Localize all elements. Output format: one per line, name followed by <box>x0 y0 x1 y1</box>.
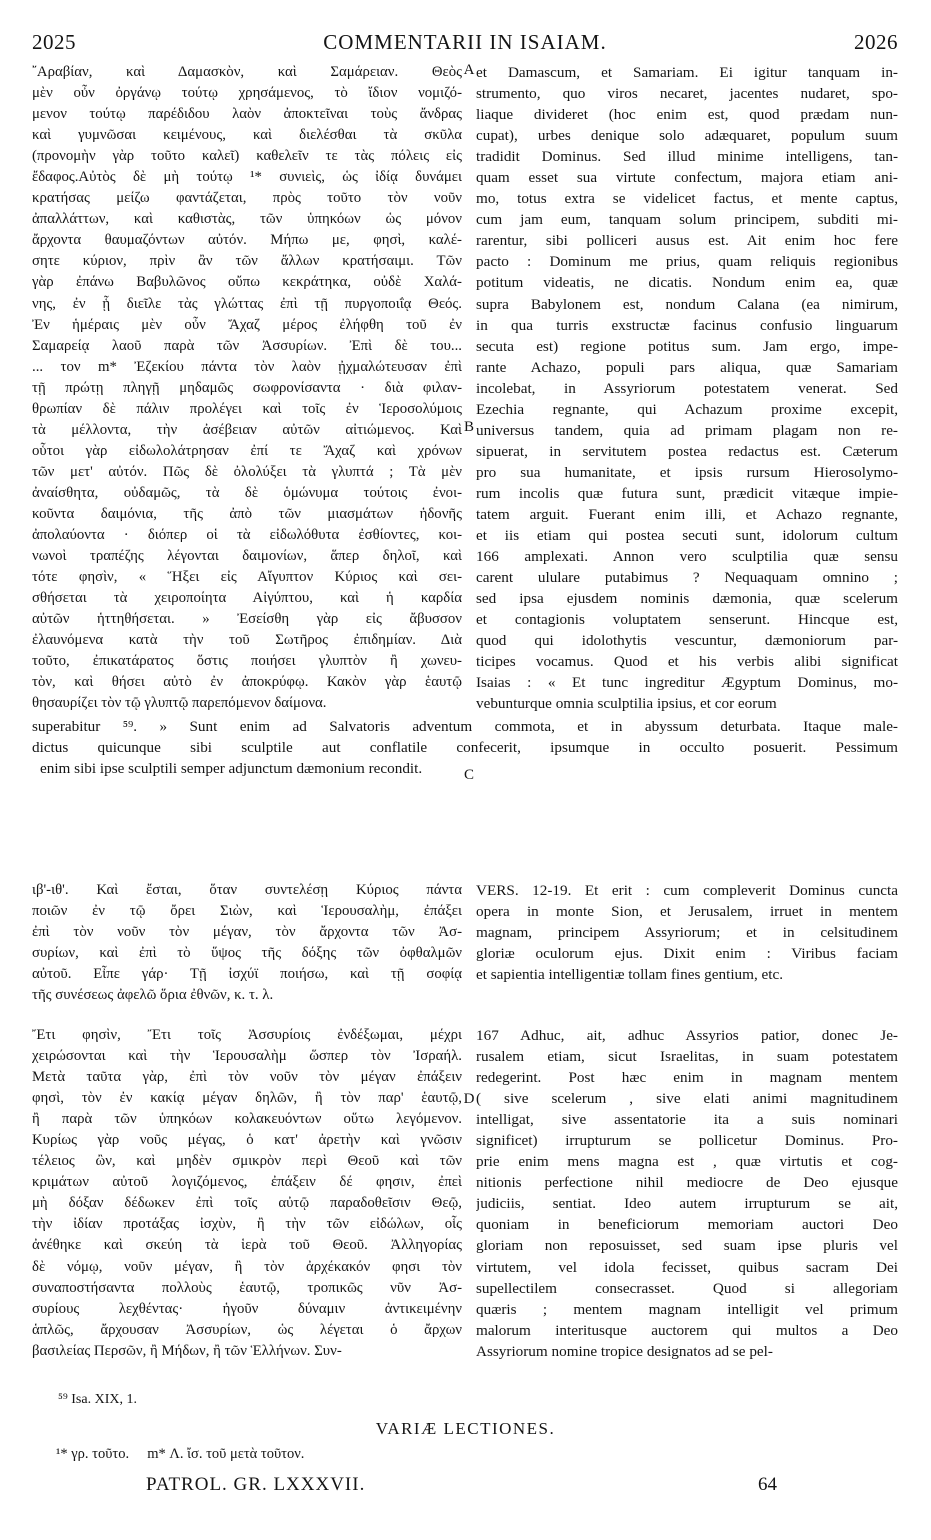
page-number-left: 2025 <box>32 30 76 54</box>
latin-text-line: in qua turris exstructæ facinus confusio linguarum <box>476 316 898 334</box>
latin-text-line: rante Achazo, populi pars aliqua, quæ Samariam <box>476 358 898 376</box>
variae-lectiones-line: ¹* γρ. τοῦτο. m* Λ. ἴσ. τοῦ μετὰ τοῦτον. <box>56 1446 305 1462</box>
latin-text-line: judiciis, sentiat. Ideo autem irrupturum se ait, <box>476 1195 898 1213</box>
latin-text-line: virtutem, vel idola fecisset, quibus sacram Dei <box>476 1258 898 1276</box>
latin-text-line: potitum videatis, ne dicatis. Nondum enim ea, quæ <box>476 274 898 292</box>
latin-text-line: intelligat, sive assentatorie ita a suis nominari <box>476 1111 898 1129</box>
greek-text-line: τέλειος ὢν, καὶ μηδὲν σμικρὸν περὶ Θεοῦ καὶ τῶν <box>32 1153 462 1170</box>
verse-greek-line: ποιῶν ἐν τῷ ὄρει Σιὼν, καὶ Ἱερουσαλὴμ, ἐπάξει <box>32 903 462 920</box>
margin-letter-b: B <box>463 419 474 435</box>
latin-text-line: ticipes vocamus. Quod et his verbis alibi significat <box>476 653 898 671</box>
latin-text-line: 167 Adhuc, ait, adhuc Assyrios patior, donec Je- <box>476 1027 898 1044</box>
verse-greek-line: τῆς συνέσεως ἀφελῶ ὅρια ἐθνῶν, κ. τ. λ. <box>32 987 274 1004</box>
greek-text-line: χειρώσονται καὶ τὴν Ἱερουσαλὴμ ὥσπερ τὸν Ἰσραήλ. <box>32 1048 462 1065</box>
latin-text-line: strumento, quo viros necaret, jacentes nudaret, spo- <box>476 85 898 103</box>
greek-text-line: τοῦτο, ἐπικατάρατος ὅστις ποιήσει γλυπτὸν ἢ χωνευ- <box>32 653 462 670</box>
latin-text-line: rusalem etiam, sicut Israelitas, in suam potestatem <box>476 1048 898 1066</box>
bridge-text-line: dictus quicunque sibi sculptile aut conflatile confecerit, ipsumque in occulto posuerit. Pessimum <box>32 739 898 756</box>
greek-text-line: νωνοὶ τραπέζης λέγονται δαιμονίων, ἅπερ δηλοῖ, καὶ <box>32 548 462 565</box>
variae-lectiones-heading: VARIÆ LECTIONES. <box>375 1419 556 1438</box>
latin-text-line: et contagionis voluptatem senserunt. Hincque est, <box>476 611 898 629</box>
verse-greek-line: συρίων, καὶ ἐπὶ τὸ ὕψος τῆς δόξης τῶν ὀφθαλμῶν <box>32 945 462 962</box>
greek-text-line: ἀπαλλάττων, καὶ καθιστὰς, τῶν ὑπηκόων ὡς μόνον <box>32 211 462 228</box>
latin-text-line: Isaias : « Et tunc ingreditur Ægyptum Dominus, mo- <box>476 674 898 692</box>
greek-text-line: τὰ μέλλοντα, τὴν ἀσέβειαν αὐτῶν αἰτιώμενος. Καὶ <box>32 421 462 438</box>
verse-latin <box>476 880 898 985</box>
latin-text-line: quam esset sua virtute confectum, majora etiam ani- <box>476 169 898 187</box>
greek-text-line: νης, ἐν ᾗ διεῖλε τὰς γλώττας ἐπὶ τῇ πυργοποιΐᾳ Θεός. <box>32 295 462 312</box>
greek-text-line: ῎Αραβίαν, καὶ Δαμασκὸν, καὶ Σαμάρειαν. Θεὸς <box>32 64 462 80</box>
latin-text-line: secuta est) regione potitus sum. Jam ergo, impe- <box>476 337 898 355</box>
bridge-paragraph <box>32 716 898 779</box>
greek-text-line: Σαμαρείᾳ λαοῦ παρὰ τῶν Ἀσσυρίων. Ἐπὶ δὲ του... <box>32 337 462 354</box>
latin-column-top <box>476 62 898 714</box>
greek-text-line: θρωπίαν δὲ πάλιν προλέγει καὶ τοῖς ἐν Ἱεροσολύμοις <box>32 400 462 417</box>
greek-text-line: τῇ πρώτῃ πληγῇ μηδαμῶς σωφρονίσαντα · διὰ φιλαν- <box>32 379 462 396</box>
latin-text-line: quæris ; mentem magnam intelligit vel primum <box>476 1300 898 1318</box>
greek-text-line: τὴν ἰδίαν προτάξας ἰσχὺν, ἢ τὴν τῶν εἰδώλων, οἷς <box>32 1216 462 1233</box>
signature-number: 64 <box>758 1474 777 1495</box>
greek-text-line: ἀνέθηκε καὶ σκεύη τὰ ἱερὰ τοῦ Θεοῦ. Ἀλληγορίας <box>32 1237 462 1254</box>
latin-text-line: cum jam eum, tanquam solum principem, subditi mi- <box>476 211 898 229</box>
greek-text-line: σητε κύριον, πρὶν ἂν τῶν ἄλλων κρατήσαιμι. Τῶν <box>32 253 462 270</box>
latin-text-line: prie enim mens magna est , quæ virtutis et cog- <box>476 1153 898 1171</box>
greek-text-line: συναποστήσαντα πολλοὺς ἑαυτῷ, τροπικῶς νῦν Ἀσ- <box>32 1279 462 1296</box>
greek-text-line: μὲν οὖν ὀργάνῳ τούτῳ χρησάμενος, τὸ ἴδιον νομιζό- <box>32 85 462 102</box>
latin-text-line: significet) irrupturum se pollicetur Dominus. Pro- <box>476 1132 898 1150</box>
latin-text-line: cupat), urbes denique solo adæquaret, populum suum <box>476 127 898 145</box>
patrologia-volume: PATROL. GR. LXXXVII. <box>146 1474 366 1495</box>
latin-text-line: tatem arguit. Fuerant enim illi, et Achazo regnante, <box>476 505 898 523</box>
greek-column-top <box>32 62 462 714</box>
greek-text-line: αὐτῶν ἡττηθήσεται. » Ἐσείσθη γὰρ εἰς ἄβυσσον <box>32 611 462 628</box>
running-header <box>32 30 898 56</box>
greek-text-line: κρατήσας μείζω φαντάζεται, πρὸς τοῦτο τὸν νοῦν <box>32 190 462 207</box>
margin-letter-a: A <box>463 62 475 78</box>
greek-text-line: ἔδαφος.Αὐτὸς δὲ μὴ τούτῳ ¹* συνιεὶς, ὡς ἰδίᾳ δυνάμει <box>32 169 462 186</box>
greek-column-bottom <box>32 1025 462 1362</box>
margin-letter-d: D <box>463 1091 475 1107</box>
verse-latin-line: magnam, principem Assyriorum; et in celsitudinem <box>476 924 898 942</box>
footnote: ⁵⁹ Isa. XIX, 1. <box>58 1392 137 1407</box>
greek-text-line: οὗτοι γὰρ εἰδωλολάτρησαν ἐπί τε Ἄχαζ καὶ χρόνων <box>32 442 462 459</box>
latin-text-line: et iis etiam qui postea secuti sunt, idolorum cultum <box>476 527 898 545</box>
greek-text-line: κριμάτων αὐτοῦ λογιζόμενος, ἐπάξειν δέ φησιν, ἐπεὶ <box>32 1174 462 1191</box>
latin-text-line: malorum interitusque auctorem qui multos a Deo <box>476 1321 898 1339</box>
greek-text-line: Ἐν ἡμέραις μὲν οὖν Ἄχαζ μέρος ἐλήφθη τοῦ ἐν <box>32 316 462 333</box>
latin-text-line: quoniam in beneficiorum memoriam auctori Deo <box>476 1216 898 1234</box>
latin-text-line: quod qui idolothytis vescuntur, dæmoniorum par- <box>476 632 898 650</box>
latin-text-line: Ezechia regnante, qui Achazum proxime excepit, <box>476 400 898 418</box>
bridge-text-line: superabitur ⁵⁹. » Sunt enim ad Salvatoris adventum commota, et in abyssum deturbata. Itaque male- <box>32 718 898 735</box>
bridge-text-line: enim sibi ipse sculptili semper adjunctum dæmonium recondit. <box>40 760 423 777</box>
latin-text-line: redegerint. Post hæc enim in magnam mentem <box>476 1069 898 1087</box>
greek-text-line: ἁπλῶς, ἄρχουσαν Ἀσσυρίων, ὡς λέγεται ὁ ἄρχων <box>32 1321 462 1338</box>
latin-text-line: et Damascum, et Samariam. Ei igitur tanquam in- <box>476 64 898 81</box>
verse-greek-line: ιβ'-ιθ'. Καὶ ἔσται, ὅταν συντελέσῃ Κύριος πάντα <box>32 882 462 898</box>
latin-text-line: ( sive scelerum , sive elati animi magnitudinem <box>476 1090 898 1108</box>
latin-text-line: sed ipsa ejusdem nominis dæmonia, quæ scelerum <box>476 590 898 608</box>
verse-greek <box>32 880 462 1006</box>
running-title: COMMENTARII IN ISAIAM. <box>323 30 607 54</box>
latin-text-line: pacto : Dominum me prius, quam reliquis regionibus <box>476 253 898 271</box>
greek-text-line: Ἔτι φησὶν, Ἔτι τοῖς Ἀσσυρίοις ἐνδέξωμαι, μέχρι <box>32 1027 462 1043</box>
greek-text-line: τῶν μετ' αὐτόν. Πῶς δὲ ὀλολύξει τὰ γλυπτά ; Τὰ μὲν <box>32 463 462 480</box>
greek-text-line: δὲ νόμῳ, νοῦν μέγαν, ἢ τὸν ἀρχέκακόν φησι τὸν <box>32 1258 462 1275</box>
latin-text-line: pro sua humanitate, et ipsis rursum Hierosolymo- <box>476 463 898 481</box>
latin-text-line: rarentur, sibi polliceri ausus est. Ait enim hoc fere <box>476 232 898 250</box>
greek-text-line: ἐλαυνόμενα κατὰ τὴν τοῦ Σωτῆρος ἐπιδημίαν. Διὰ <box>32 632 462 649</box>
greek-text-line: καὶ γυμνῶσαι κειμένους, καὶ διελέσθαι τὰ σκῦλα <box>32 127 462 144</box>
greek-text-line: γὰρ ἐπάνω Βαβυλῶνος οὔπω κεκράτηκα, οὐδὲ Χαλά- <box>32 274 462 291</box>
latin-text-line: nitionis perfectione nihil mediocre de Deo ejusque <box>476 1174 898 1192</box>
latin-text-line: rum incolis quæ futura sunt, prædicit vitæque impie- <box>476 484 898 502</box>
latin-text-line: incolebat, in Assyriorum potestatem venerat. Sed <box>476 379 898 397</box>
greek-text-line: ἀπολαύοντα · διόπερ οἱ τὰ εἰδωλόθυτα ἐσθίοντες, κοι- <box>32 527 462 544</box>
greek-text-line: (προνομὴν γὰρ τοῦτο καλεῖ) καθελεῖν τε τὰς πόλεις εἰς <box>32 148 462 165</box>
greek-text-line: σθήσεται τὰ χειροποίητα Αἰγύπτου, καὶ ἡ καρδία <box>32 590 462 607</box>
latin-column-bottom <box>476 1025 898 1362</box>
latin-text-line: carent ululare putabimus ? Nequaquam omnino ; <box>476 569 898 587</box>
verse-latin-line: et sapientia intelligentiæ tollam fines gentium, etc. <box>476 966 784 984</box>
latin-text-line: 166 amplexati. Annon vero sculptilia quæ sensu <box>476 548 898 566</box>
latin-text-line: tradidit Dominus. Sed illud minime intelligens, tan- <box>476 148 898 166</box>
latin-text-line: sipuerat, in servitutem postea redactus est. Cæterum <box>476 442 898 460</box>
greek-text-line: φησὶ, τὸν ἐν κακίᾳ μέγαν δηλῶν, ἢ τὸν παρ' ἑαυτῷ, <box>32 1090 462 1107</box>
latin-text-line: gloriam non reposuisset, sed suam ipse pluris vel <box>476 1237 898 1255</box>
verse-greek-line: ἐπὶ τὸν νοῦν τὸν μέγαν, τὸν ἄρχοντα τῶν Ἀσ- <box>32 924 462 941</box>
greek-text-line: ἢ παρὰ τῶν ὑπηκόων κολακευόντων οὕτω λεγόμενον. <box>32 1111 462 1128</box>
greek-text-line: Μετὰ ταῦτα γὰρ, ἐπὶ τὸν νοῦν τὸν μέγαν ἐπάξειν <box>32 1069 462 1086</box>
greek-text-line: συρίους λεχθέντας· ἡγοῦν δύναμιν ἀντικειμένην <box>32 1300 462 1317</box>
greek-text-line: θησαυρίζει τὸν τῷ γλυπτῷ παρεπόμενον δαίμονα. <box>32 695 327 712</box>
latin-text-line: supra Babylonem est, nondum Calana (ea nimirum, <box>476 295 898 313</box>
latin-text-line: supellectilem consecrasset. Quod si allegoriam <box>476 1279 898 1297</box>
latin-text-line: universus tandem, quia ad primam plagam non re- <box>476 421 898 439</box>
verse-latin-line: VERS. 12-19. Et erit : cum compleverit Dominus cuncta <box>476 882 898 899</box>
greek-text-line: μενον τούτῳ παρέδιδου λαὸν ἀποκτεῖναι τοὺς ἄνδρας <box>32 106 462 123</box>
latin-text-line: mo, totus extra se videlicet factus, et mente captus, <box>476 190 898 208</box>
latin-text-line: liaque divideret (hoc enim est, quod prædam nun- <box>476 106 898 124</box>
greek-text-line: Κυρίως γὰρ νοῦς μέγας, ὁ κατ' ἀρετὴν καὶ γνῶσιν <box>32 1132 462 1149</box>
latin-text-line: Assyriorum nomine tropice designatos ad se pel- <box>476 1342 773 1360</box>
greek-text-line: βασιλείας Περσῶν, ἢ Μήδων, ἢ τῶν Ἑλλήνων. Συν- <box>32 1342 342 1359</box>
margin-letter-c: C <box>463 767 474 783</box>
greek-text-line: μὴ δόξαν δέδωκεν ἐπὶ τοῖς αὐτῷ παραδοθεῖσιν Θεῷ, <box>32 1195 462 1212</box>
page-number-right: 2026 <box>854 30 898 54</box>
greek-text-line: ἀναίσθητα, οὐδαμῶς, τὰ δὲ ὁμώνυμα τούτοις ἐνοι- <box>32 484 462 501</box>
greek-text-line: ... τον m* Ἐζεκίου πάντα τὸν λαὸν ᾐχμαλώτευσαν ἐπὶ <box>32 358 462 375</box>
verse-latin-line: gloriæ oculorum ejus. Dixit enim : Viribus faciam <box>476 945 898 963</box>
greek-text-line: τότε φησὶν, « Ἥξει εἰς Αἴγυπτον Κύριος καὶ σει- <box>32 569 462 586</box>
verse-greek-line: αὐτοῦ. Εἶπε γάρ· Τῇ ἰσχύϊ ποιήσω, καὶ τῇ σοφίᾳ <box>32 966 462 983</box>
greek-text-line: κοῦντα δαιμόνια, τῆς ἀπὸ τῶν μιασμάτων ἡδονῆς <box>32 505 462 522</box>
greek-text-line: ἄρχοντα θαυμαζόντων αὐτόν. Μήπω με, φησὶ, καλέ- <box>32 232 462 249</box>
verse-latin-line: opera in monte Sion, et Jerusalem, irruet in mentem <box>476 903 898 921</box>
latin-text-line: vebunturque omnia sculptilia ipsius, et cor eorum <box>476 695 777 713</box>
greek-text-line: τὸν, καὶ θήσει αὐτὸ ἐν ἀποκρύφῳ. Κακὸν γὰρ ἑαυτῷ <box>32 674 462 691</box>
